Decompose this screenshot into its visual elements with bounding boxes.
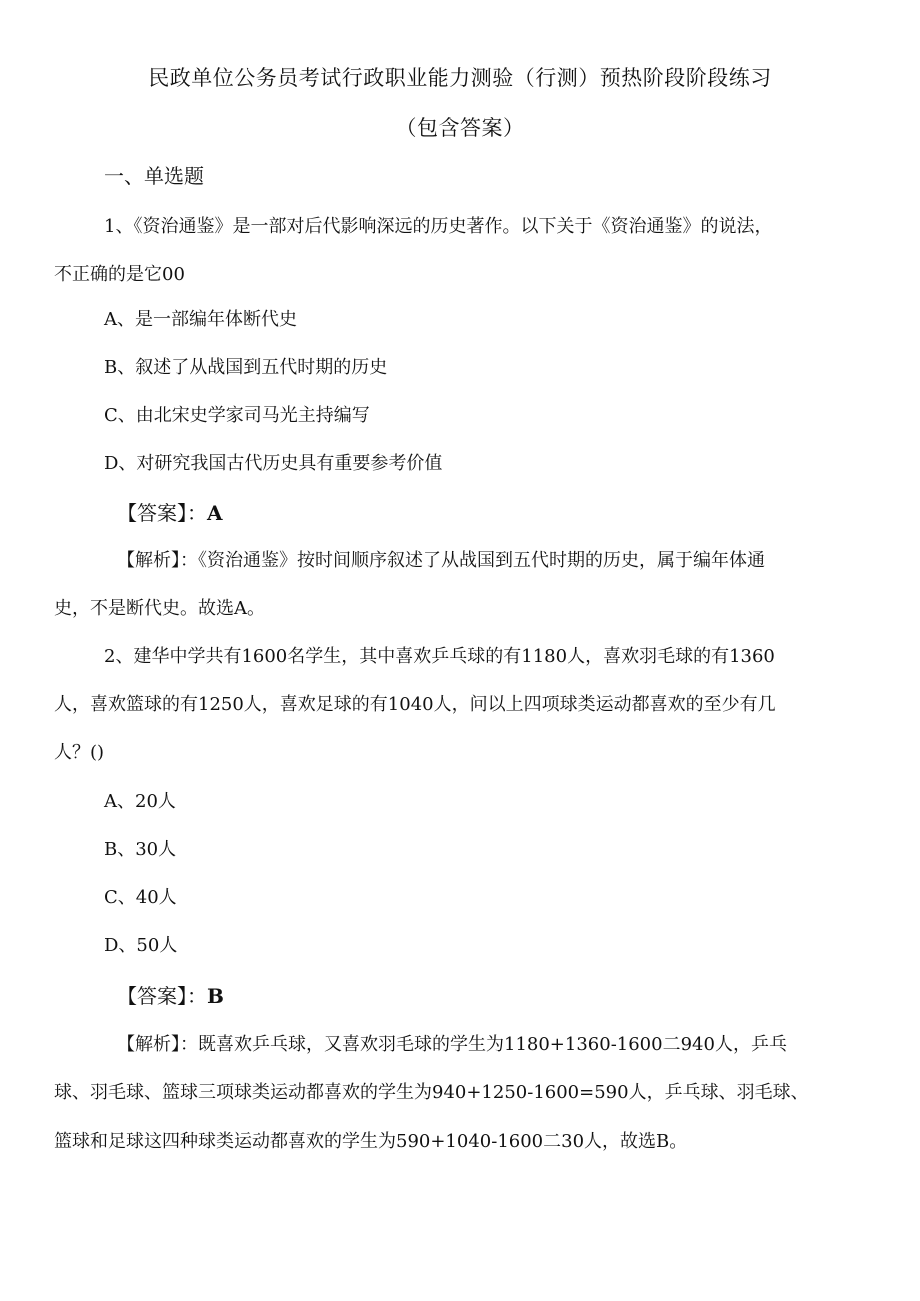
question-2-option-a: A、20人 — [104, 791, 176, 812]
answer-value: B — [207, 984, 224, 1008]
explanation-text: 《资治通鉴》按时间顺序叙述了从战国到五代时期的历史，属于编年体通 — [198, 550, 765, 571]
section-heading: 一、单选题 — [104, 164, 204, 188]
answer-label: 【答案】： — [117, 984, 207, 1008]
question-1-explanation-line-1 — [117, 546, 765, 572]
question-2-option-c: C、40人 — [104, 887, 177, 908]
answer-label: 【答案】： — [117, 501, 207, 525]
question-2-explanation-line-2: 球、羽毛球、篮球三项球类运动都喜欢的学生为940+1250-1600=590人，乒乓球、羽毛球、 — [54, 1082, 809, 1103]
question-2-explanation-line-3: 篮球和足球这四种球类运动都喜欢的学生为590+1040-1600二30人，故选B。 — [54, 1131, 688, 1152]
answer-value: A — [207, 501, 223, 525]
question-1-option-d: D、对研究我国古代历史具有重要参考价值 — [104, 453, 443, 474]
document-title: 民政单位公务员考试行政职业能力测验（行测）预热阶段阶段练习 — [148, 66, 772, 90]
question-2-stem-line-2: 人，喜欢篮球的有1250人，喜欢足球的有1040人，问以上四项球类运动都喜欢的至少有几 — [54, 694, 776, 715]
question-1-option-a: A、是一部编年体断代史 — [104, 309, 297, 330]
question-2-explanation-line-1 — [117, 1030, 787, 1056]
question-2-stem-line-3: 人？() — [54, 742, 105, 763]
explanation-text: 既喜欢乒乓球，又喜欢羽毛球的学生为1180+1360-1600二940人，乒乓 — [198, 1034, 787, 1055]
question-1-answer — [117, 497, 223, 526]
question-2-option-d: D、50人 — [104, 935, 178, 956]
document-subtitle: （包含答案） — [395, 116, 525, 140]
question-1-stem-line-1: 1、《资治通鉴》是一部对后代影响深远的历史著作。以下关于《资治通鉴》的说法， — [104, 216, 773, 237]
question-2-stem-line-1: 2、建华中学共有1600名学生，其中喜欢乒乓球的有1180人，喜欢羽毛球的有1360 — [104, 646, 775, 667]
explanation-label: 【解析】： — [117, 1034, 198, 1055]
question-1-explanation-line-2: 史，不是断代史。故选A。 — [54, 598, 265, 619]
question-1-option-c: C、由北宋史学家司马光主持编写 — [104, 405, 370, 426]
question-1-option-b: B、叙述了从战国到五代时期的历史 — [104, 357, 388, 378]
explanation-label: 【解析】： — [117, 550, 198, 571]
question-2-answer — [117, 980, 224, 1009]
question-1-stem-line-2: 不正确的是它00 — [54, 264, 185, 285]
question-2-option-b: B、30人 — [104, 839, 177, 860]
